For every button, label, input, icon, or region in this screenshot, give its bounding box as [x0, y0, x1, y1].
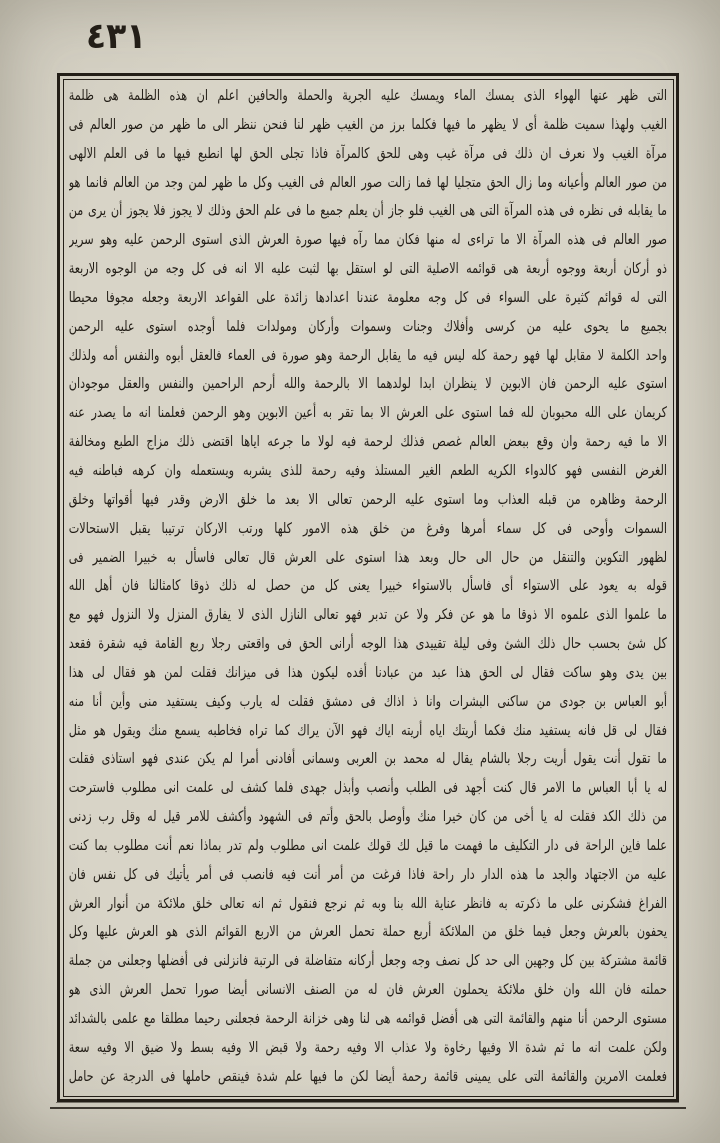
text-line: الفراغ فشكرنى على ما ذكرته به فانظر عناية الله بنا وبه ثم نرجع فنقول ثم انه تعالى خلق ملائكة من أنوار العرش	[69, 895, 667, 912]
text-line: صور العالم فى هذه المرآة الا ما تراءى له منها فكان مما رآه فيها صورة العرش الذى استوى الرحمن عليه وهو سرير	[69, 232, 667, 249]
text-line: قائمة مشتركة بين كل وجهين الى حد كل نصف وجه وجعل أركانه متفاضلة فى الرتبة فانزلنى فى أفضلها وجعلنى من جملة	[69, 953, 667, 970]
text-line: الرحمة وظاهره من قبله العذاب وما استوى عليه الرحمن تعالى الا بعد ما خلق الارض وقدر فيها أقواتها وخلق	[69, 491, 667, 508]
text-line: له يا أبا العباس ما الامر قال كنت أجهد فى الطلب وأنصب وأبذل جهدى فلما كشف لى علمت انى مطلوب فاسترحت	[69, 780, 667, 797]
text-line: فقال لى قل فانه يستفيد منك فكما أريتك اياه أريته اياك فهو الآن يراك كما تراه فخاطبه يسمع منك ويقول هو مثل	[69, 722, 667, 739]
text-line: ما علموا الذى علموه الا ذوقا ما هو عن فكر ولا عن تدبر فهو تعالى النازل الذى لا يفارق المنزل ولا النزول فهو مع	[69, 607, 667, 624]
text-line: بين يدى وهو ساكت فقال لى الحق هذا عبد من عبادنا أفده ليكون هذا فى ميزانك فقلت لمن هو فقال لى هذا	[69, 664, 667, 681]
text-line: ما تقول أنت يقول أريت رجلا بالشام يقال له محمد بن العربى وسمانى أفادنى أمرا لم يكن عندى فهو استاذى فقلت	[69, 751, 667, 768]
text-line: التى له قوائم كثيرة على السواء فى كل وجه معلومة عندنا اعدادها زائدة على القواعد الاربعة وجعله مجوفا محيطا	[69, 289, 667, 306]
text-line: عليه من الاجتهاد والجد ما هذه الدار دار راحة فاذا فرغت من أمر أنت فيه فانصب فى أمر يأتيك فى كل نفس فان	[69, 866, 667, 883]
text-line: بجميع ما يحوى عليه من كرسى وأفلاك وجنات وسموات وأركان ومولدات فلما أوجده استوى عليه الرحمن	[69, 318, 667, 335]
text-line: قوله به يعود على الاستواء أى فاسأل بالاستواء خبيرا يعنى كل من حصل له ذلك ذوقا كامثالنا فان أهل الله	[69, 578, 667, 595]
bottom-rule-line	[50, 1107, 686, 1109]
text-line: مرآة الغيب ولا نعرف ان ذلك فى مرآة غيب وهى للحق كالمرآة فاذا تجلى الحق لها انطبع فيها ما فى العلم الالهى	[69, 145, 667, 162]
text-line: ما يقابله فى نظره فى هذه المرآة التى هى الغيب فلو جاز أن يعلم جميع ما فى علم الحق وذلك لا يجوز فلا يجوز أن يرى من	[69, 203, 667, 220]
text-line: الغرض النفسى فهو كالدواء الكريه الطعم الغير المستلذ وفيه رحمة للذى يشربه ويستعمله وان كرهه فباطنه فيه	[69, 462, 667, 479]
text-line: الا ما فيه رحمة وان وقع ببعض العالم غصص فذلك لرحمة فيه لولا ما جرعه اياها اقتضى ذلك مزاج الطبع ومخالفة	[69, 434, 667, 451]
text-line: كل شئ بحسب حال ذلك الشئ وفى ليلة تقييدى هذا الوجه أرانى الحق فى واقعتى رجلا ربع القامة فيه شقرة فقعد	[69, 636, 667, 653]
text-line: التى ظهر عنها الهواء الذى يمسك الماء ويمسك عليه الجرية والحملة والحافين اعلم ان هذه الظلمة هى ظلمة	[69, 88, 667, 104]
page-number: ٤٣١	[86, 14, 147, 57]
text-line: حملته فان الله وان خلق ملائكة يحملون العرش فان له من الصنف الانسانى أيضا صورا تحمل العرش الذى هو	[69, 982, 667, 999]
text-line: استوى عليه الرحمن فان الابوين لا ينظران ابدا لولدهما الا بالرحمة والله أرحم الراحمين والنفس والعقل موجودان	[69, 376, 667, 393]
text-line: كريمان على الله محبوبان لله فما استوى على العرش الا بما تقر به أعين الابوين وهو الرحمن فعلمنا انه ما يصدر عنه	[69, 405, 667, 422]
text-line: يحفون بالعرش وجعل فيما خلق من الملائكة أربع حملة تحمل العرش من الاربع القوائم الذى هو العرش عليها وكل	[69, 924, 667, 941]
text-line: ذو أركان أربعة ووجوه أربعة هى قوائمه الاصلية التى لو استقل بها لثبت عليه الا انه فى كل وجه من الوجوه الاربعة	[69, 261, 667, 278]
body-text	[69, 82, 667, 1093]
text-line: واحد الكلمة لا مقابل لها فهو رحمة كله ليس فيه ما يقابل الرحمة وهو صورة فى العماء فالعقل أبوه والنفس أمه ولذلك	[69, 347, 667, 364]
text-line: لظهور التكوين والتنقل من حال الى حال وبعد هذا استوى على العرش قال تعالى فاسأل به خبيرا الضمير فى	[69, 549, 667, 566]
text-line: فعلمت الامرين والقائمة التى على يمينى قائمة رحمة أيضا لكن ما فيها علم شدة فينقص حاملها فى الدرجة عن حامل	[69, 1068, 667, 1085]
text-line: الغيب ولهذا سميت ظلمة أى لا يظهر ما فيها فكلما برز من الغيب ظهر لنا فنحن ننظر الى ما ظهر من صور العالم فى	[69, 116, 667, 133]
text-line: السموات وأوحى فى كل سماء أمرها وفرغ من خلق هذه الامور كلها ورتب الاركان ترتيبا يقبل الاستحالات	[69, 520, 667, 537]
text-line: أبو العباس بن جودى من ساكنى البشرات وانا ذ اذاك فى دمشق فقلت له يارب وكيف يستفيد منى وأين أنا منه	[69, 693, 667, 710]
text-line: علما فاين الراحة فى دار التكليف ما فهمت ما قيل لك قولك علمت انى مطلوب ولم تدر بماذا نعم أنت مطلوب بما كنت	[69, 837, 667, 854]
text-line: من ذلك الكد فقلت له يا أخى من كان خيرا منك وأوصل بالحق وأتم فى الشهود وأكشف للامر قيل له وقل رب زدنى	[69, 809, 667, 826]
text-line: مستوى الرحمن أنا منهم والقائمة التى هى أفضل قوائمه هى لنا وهى خزانة الرحمة فجعلنى رحيما مطلقا مع علمى بالشدائد	[69, 1011, 667, 1027]
text-line: من صور العالم وأعيانه وما زال الحق متجليا لها فما زالت صور العالم فى الغيب وكل ما ظهر لمن وجد من العالم فانما هو	[69, 174, 667, 191]
text-line: ولكن علمت انه ما ثم شدة الا وفيها رخاوة ولا عذاب الا وفيه رحمة ولا قبض الا وفيه بسط ولا ضيق الا وفيه سعة	[69, 1039, 667, 1056]
text-frame	[57, 73, 679, 1102]
